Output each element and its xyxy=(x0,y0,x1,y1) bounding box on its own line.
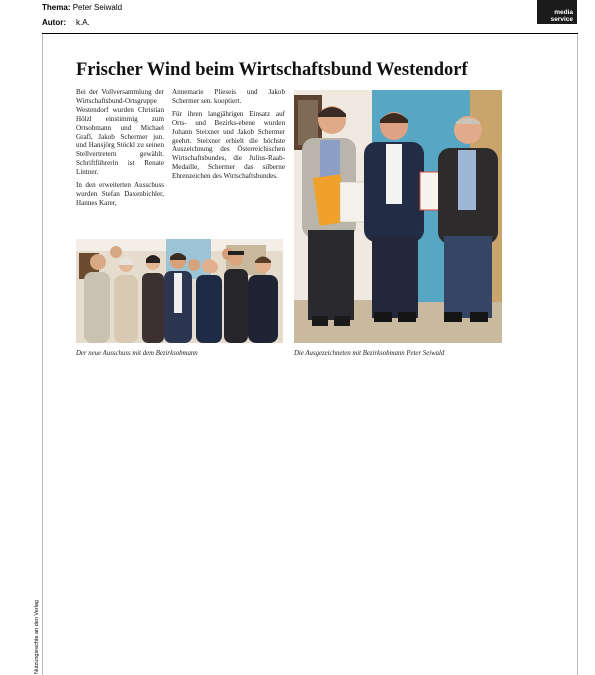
article-column-1 xyxy=(76,88,164,212)
thema-label: Thema: xyxy=(42,3,71,12)
sidebar-rights-note xyxy=(34,596,42,674)
media-service-badge xyxy=(537,0,577,24)
meta-thema xyxy=(42,3,122,12)
award-photo-illustration xyxy=(294,90,502,343)
paragraph: In den erweiterten Ausschuss wurden Stefan Daxenbichler, Hannes Karer, xyxy=(76,181,164,207)
paragraph: Für ihren langjährigen Einsatz auf Orts- und Bezirks-ebene wurden Johann Steixner und Jakob Schermer geehrt. Steixner erhielt die höchste Auszeichnung des Österreichischen Wirtschaftsbundes, die Julius-Raab-Medaille, Schermer das silberne Ehrenzeichen des Wirtschaftsbundes. xyxy=(172,109,285,181)
thema-value: Peter Seiwald xyxy=(72,3,123,12)
badge-line-2: service xyxy=(550,16,573,23)
group-photo xyxy=(76,239,283,343)
rights-text: Nutzungsrechte an den Verlag xyxy=(34,600,40,674)
group-photo-caption: Der neue Ausschuss mit dem Bezirksobmann xyxy=(76,350,198,357)
meta-autor xyxy=(42,18,90,27)
header-rule xyxy=(42,33,578,34)
right-border xyxy=(577,34,578,675)
paragraph: Annemarie Plieseis und Jakob Schermer sen. kooptiert. xyxy=(172,88,285,105)
badge-line-1: media xyxy=(554,9,573,16)
autor-label: Autor: xyxy=(42,18,66,27)
left-border xyxy=(42,34,43,675)
award-photo xyxy=(294,90,502,343)
award-photo-caption: Die Ausgezeichneten mit Bezirksobmann Peter Seiwald xyxy=(294,350,445,357)
autor-value: k.A. xyxy=(76,18,90,27)
paragraph: Bei der Vollversammlung der Wirtschaftsbund-Ortsgruppe Westendorf wurden Christian Hölzl einstimmig zum Ortsobmann und Michael Grafl, Jakob Schermer jun. und Hansjörg Stöckl zu seinen Stellvertretern gewählt. Schriftführerin ist Renate Lintner. xyxy=(76,88,164,177)
group-photo-illustration xyxy=(76,239,283,343)
article-headline: Frischer Wind beim Wirtschaftsbund Westendorf xyxy=(76,60,468,80)
article-column-2 xyxy=(172,88,285,185)
